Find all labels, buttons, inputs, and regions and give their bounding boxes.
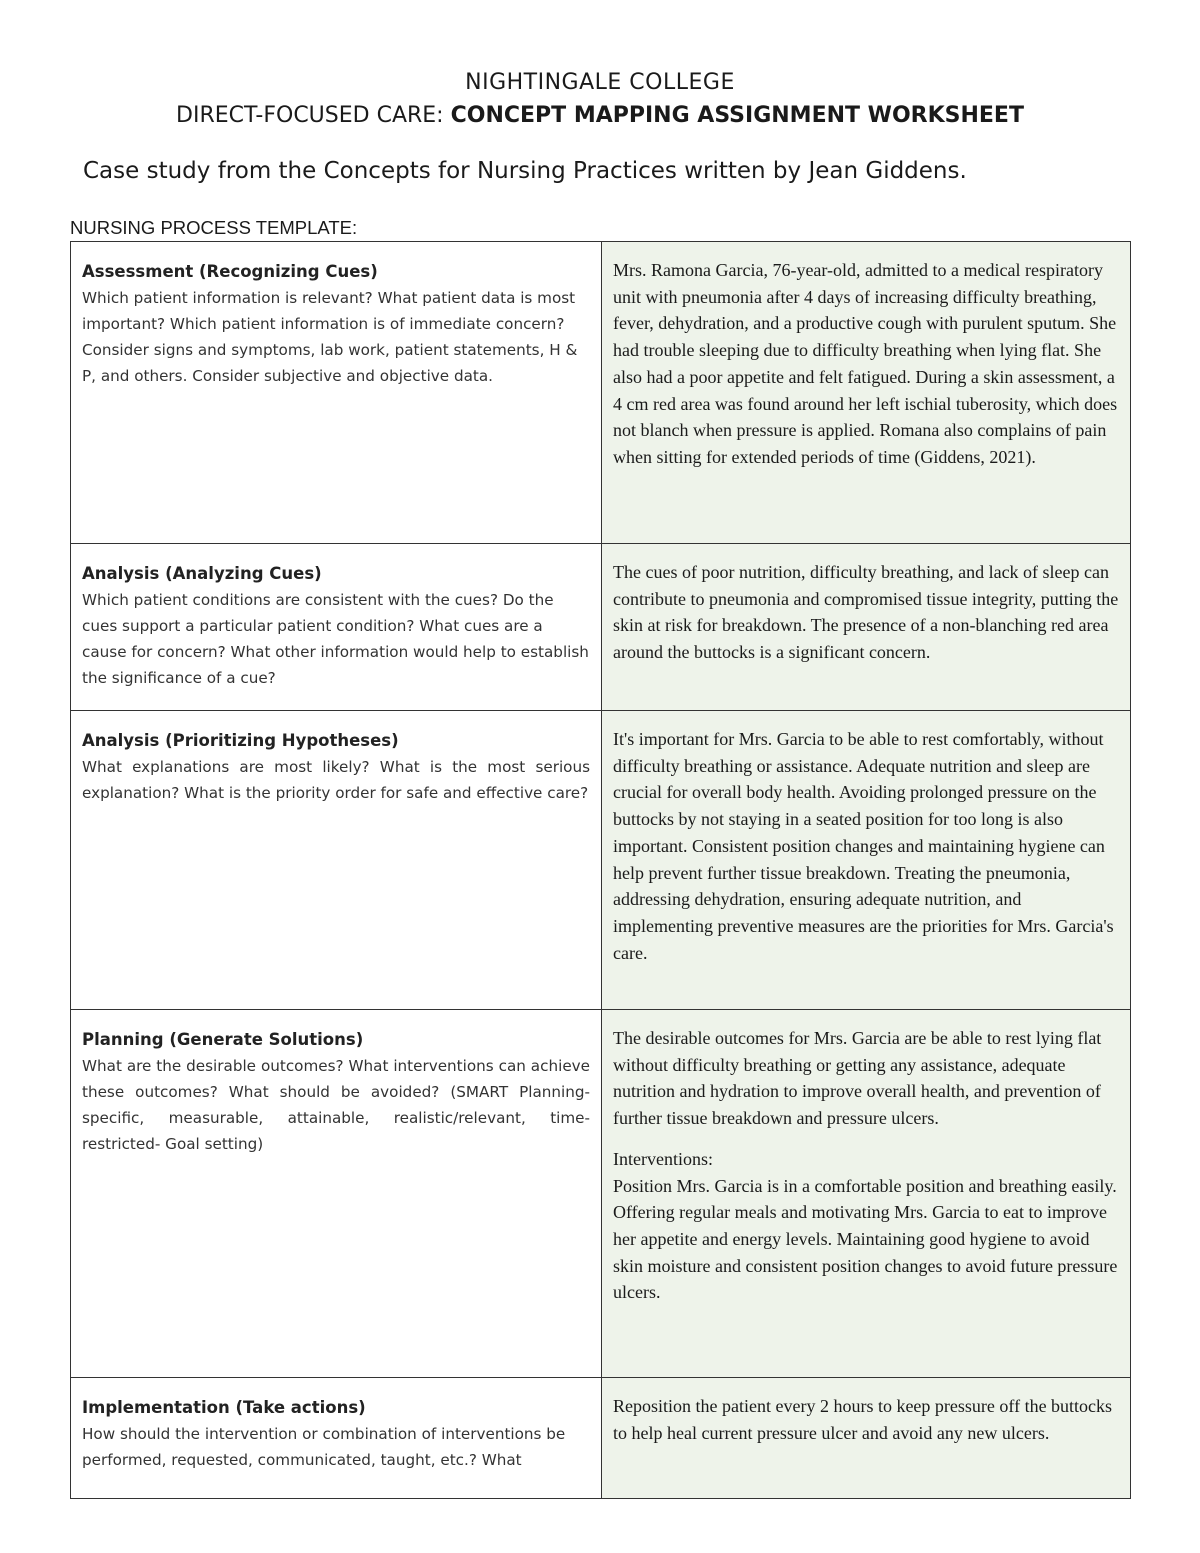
nursing-process-table bbox=[70, 241, 1131, 1499]
prompt-cell bbox=[71, 242, 602, 544]
response-cell[interactable] bbox=[602, 711, 1131, 1010]
row-heading: Analysis (Analyzing Cues) bbox=[82, 564, 322, 583]
row-heading: Analysis (Prioritizing Hypotheses) bbox=[82, 731, 399, 750]
row-description: What are the desirable outcomes? What interventions can achieve these outcomes? What should be avoided? (SMART Planning- specific, measurable, attainable, realistic/relevant, time-restricted- Goal setting) bbox=[82, 1057, 590, 1153]
case-study-note: Case study from the Concepts for Nursing Practices written by Jean Giddens. bbox=[83, 158, 967, 184]
table-row-planning bbox=[71, 1010, 1131, 1378]
response-cell[interactable] bbox=[602, 1010, 1131, 1378]
row-description: Which patient information is relevant? What patient data is most important? Which patient information is of immediate concern? Consider signs and symptoms, lab work, patient statements, H & P, and others. Consider subjective and objective data. bbox=[82, 289, 578, 385]
row-description: Which patient conditions are consistent with the cues? Do the cues support a particular patient condition? What cues are a cause for concern? What other information would help to establish the significance of a cue? bbox=[82, 591, 589, 687]
row-description: How should the intervention or combination of interventions be performed, requested, communicated, taught, etc.? What bbox=[82, 1425, 566, 1469]
response-text: The desirable outcomes for Mrs. Garcia are be able to rest lying flat without difficulty breathing or getting any assistance, adequate nutrition and hydration to improve overall health, and prevention of further tissue breakdown and pressure ulcers. bbox=[613, 1028, 1102, 1129]
course-prefix: DIRECT-FOCUSED CARE: bbox=[176, 103, 451, 128]
table-row-implementation bbox=[71, 1378, 1131, 1499]
response-text: It's important for Mrs. Garcia to be able to rest comfortably, without difficulty breathing or assistance. Adequate nutrition and sleep are crucial for overall body health. Avoiding prolonged pressure on the buttocks by not staying in a seated position for too long is also important. Consistent position changes and maintaining hygiene can help prevent further tissue breakdown. Treating the pneumonia, addressing dehydration, ensuring adequate nutrition, and implementing preventive measures are the priorities for Mrs. Garcia's care. bbox=[613, 729, 1114, 963]
prompt-cell bbox=[71, 544, 602, 711]
prompt-cell bbox=[71, 711, 602, 1010]
response-cell[interactable] bbox=[602, 242, 1131, 544]
interventions-text: Position Mrs. Garcia is in a comfortable position and breathing easily. Offering regular meals and motivating Mrs. Garcia to eat to improve her appetite and energy levels. Maintaining good hygiene to avoid skin moisture and consistent position changes to avoid future pressure ulcers. bbox=[613, 1175, 1118, 1303]
row-heading: Implementation (Take actions) bbox=[82, 1398, 366, 1417]
row-heading: Planning (Generate Solutions) bbox=[82, 1030, 364, 1049]
response-cell[interactable] bbox=[602, 544, 1131, 711]
response-cell[interactable] bbox=[602, 1378, 1131, 1499]
response-text: The cues of poor nutrition, difficulty breathing, and lack of sleep can contribute to pneumonia and compromised tissue integrity, putting the skin at risk for breakdown. The presence of a non-blanching red area around the buttocks is a significant concern. bbox=[613, 562, 1119, 663]
response-text: Reposition the patient every 2 hours to keep pressure off the buttocks to help heal current pressure ulcer and avoid any new ulcers. bbox=[613, 1396, 1113, 1443]
row-heading: Assessment (Recognizing Cues) bbox=[82, 262, 378, 281]
worksheet-title bbox=[0, 103, 1200, 128]
prompt-cell bbox=[71, 1378, 602, 1499]
response-text: Mrs. Ramona Garcia, 76-year-old, admitted to a medical respiratory unit with pneumonia after 4 days of increasing difficulty breathing, fever, dehydration, and a productive cough with purulent sputum. She had trouble sleeping due to difficulty breathing when lying flat. She also had a poor appetite and felt fatigued. During a skin assessment, a 4 cm red area was found around her left ischial tuberosity, which does not blanch when pressure is applied. Romana also complains of pain when sitting for extended periods of time (Giddens, 2021). bbox=[613, 260, 1118, 467]
row-description: What explanations are most likely? What is the most serious explanation? What is the priority order for safe and effective care? bbox=[82, 758, 590, 802]
worksheet-name: CONCEPT MAPPING ASSIGNMENT WORKSHEET bbox=[450, 103, 1024, 128]
table-row-assessment bbox=[71, 242, 1131, 544]
college-title: NIGHTINGALE COLLEGE bbox=[465, 70, 735, 95]
table-row-prioritizing-hypotheses bbox=[71, 711, 1131, 1010]
prompt-cell bbox=[71, 1010, 602, 1378]
table-row-analyzing-cues bbox=[71, 544, 1131, 711]
template-label: NURSING PROCESS TEMPLATE: bbox=[70, 217, 358, 238]
interventions-label: Interventions: bbox=[613, 1148, 713, 1169]
